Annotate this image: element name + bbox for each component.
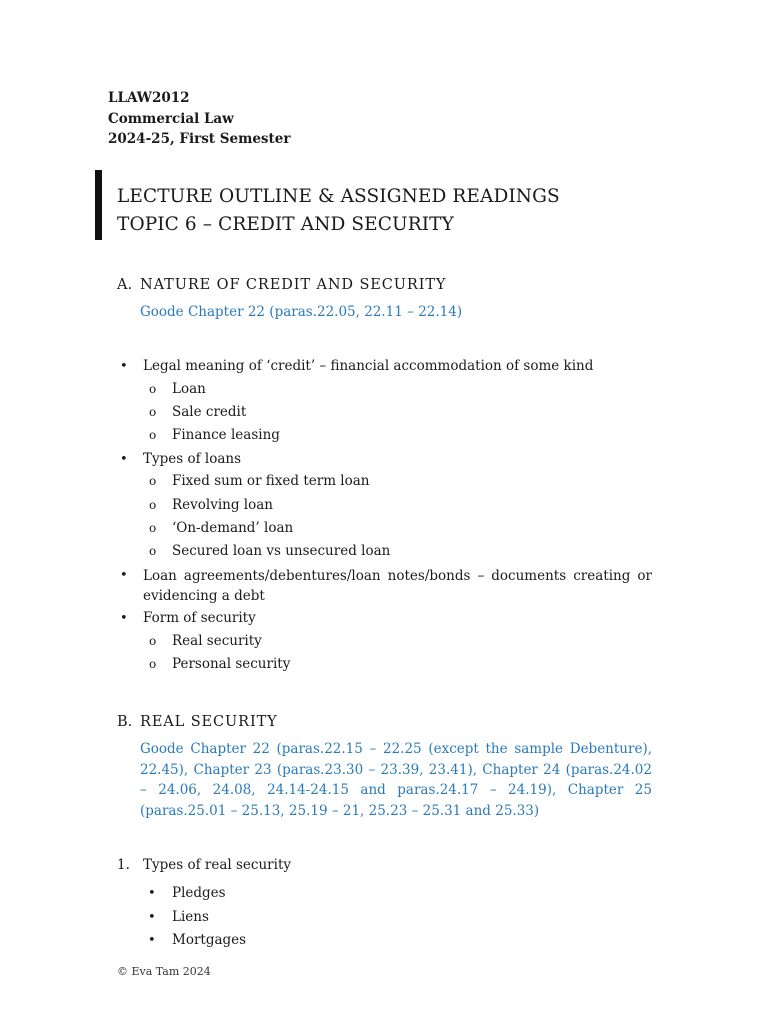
sub-list-item: Loan — [172, 381, 206, 397]
sub-bullet-marker: o — [149, 498, 157, 512]
sub-list-item: Finance leasing — [172, 427, 280, 443]
sub-bullet-marker: o — [149, 428, 157, 442]
bullet-marker: • — [148, 933, 156, 948]
list-item: Pledges — [172, 885, 226, 901]
semester: 2024-25, First Semester — [108, 131, 291, 147]
sub-bullet-marker: o — [149, 382, 157, 396]
title-line-2: TOPIC 6 – CREDIT AND SECURITY — [117, 214, 454, 235]
bullet-marker: • — [120, 452, 128, 467]
footer-copyright: © Eva Tam 2024 — [117, 965, 211, 978]
sub-bullet-marker: o — [149, 405, 157, 419]
section-b-title: REAL SECURITY — [140, 714, 278, 730]
title-line-1: LECTURE OUTLINE & ASSIGNED READINGS — [117, 186, 560, 207]
sub-list-item: Fixed sum or fixed term loan — [172, 473, 370, 489]
sub-bullet-marker: o — [149, 657, 157, 671]
section-a-letter: A. — [117, 277, 133, 293]
sub-list-item: Personal security — [172, 656, 291, 672]
sub-list-item: Sale credit — [172, 404, 247, 420]
document-title — [117, 183, 560, 239]
section-a-heading — [117, 277, 446, 293]
section-a-reading: Goode Chapter 22 (paras.22.05, 22.11 – 22.14) — [140, 304, 463, 320]
course-name: Commercial Law — [108, 110, 234, 127]
section-b-reading: Goode Chapter 22 (paras.22.15 – 22.25 (except the sample Debenture), 22.45), Chapter 23 (paras.23.30 – 23.39, 23.41), Chapter 24 (paras.24.02 – 24.06, 24.08, 24.14-24.15 and paras.24.17 – 24.19), Chapter 25 (paras.25.01 – 25.13, 25.19 – 21, 25.23 – 25.31 and 25.33) — [140, 741, 652, 819]
bullet-marker: • — [120, 568, 128, 583]
course-code: LLAW2012 — [108, 90, 190, 106]
bullet-marker: • — [120, 359, 128, 374]
list-item: Legal meaning of ‘credit’ – financial accommodation of some kind — [143, 358, 594, 374]
bullet-marker: • — [148, 910, 156, 925]
sub-list-item: Secured loan vs unsecured loan — [172, 543, 391, 559]
list-item: Liens — [172, 909, 209, 925]
sub-bullet-marker: o — [149, 634, 157, 648]
list-item: Form of security — [143, 610, 256, 626]
sub-list-item: Real security — [172, 633, 262, 649]
list-item: Types of loans — [143, 451, 242, 467]
list-item: Mortgages — [172, 932, 247, 948]
section-a-title: NATURE OF CREDIT AND SECURITY — [140, 277, 447, 293]
course-info — [108, 88, 290, 150]
numbered-item: Types of real security — [143, 857, 291, 873]
sub-bullet-marker: o — [149, 474, 157, 488]
sub-list-item: Revolving loan — [172, 497, 273, 513]
bullet-marker: • — [120, 611, 128, 626]
sub-list-item: ‘On-demand’ loan — [172, 520, 294, 536]
section-b-letter: B. — [117, 714, 133, 730]
list-item: Loan agreements/debentures/loan notes/bonds – documents creating or evidencing a debt — [143, 568, 652, 604]
sub-bullet-marker: o — [149, 544, 157, 558]
section-b-heading — [117, 714, 278, 730]
numbered-marker: 1. — [117, 857, 130, 873]
title-accent-bar — [95, 170, 102, 240]
sub-bullet-marker: o — [149, 521, 157, 535]
bullet-marker: • — [148, 886, 156, 901]
